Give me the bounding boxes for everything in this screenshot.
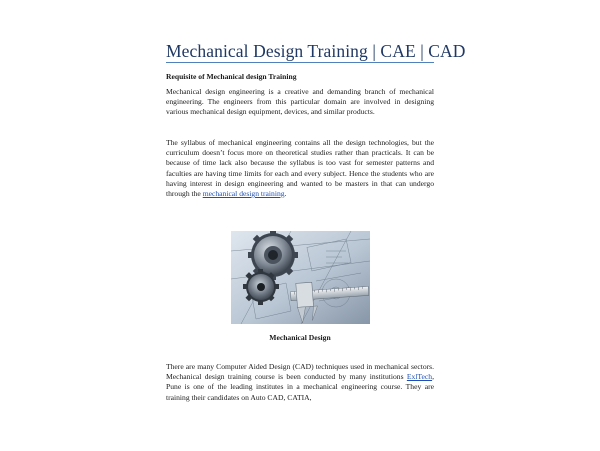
title-underline bbox=[166, 62, 434, 63]
paragraph-cad bbox=[166, 362, 434, 403]
paragraph-cad-end: , Pune is one of the leading institutes in a mechanical engineering course. They are training their candidates on Auto CAD, CATIA, bbox=[166, 372, 434, 402]
paragraph-syllabus-text: The syllabus of mechanical engineering contains all the design technologies, but the curriculum doesn’t focus more on theoretical studies rather than practicals. It can be because of time lack also because the syllabus is too vast for semester patterns and faculties are having time limits for each and every subject. Hence the students who are having interest in design engineering and wanted to be masters in that can undergo through the bbox=[166, 138, 434, 199]
paragraph-syllabus bbox=[166, 138, 434, 199]
paragraph-cad-text: There are many Computer Aided Design (CAD) techniques used in mechanical sectors. Mechanical design training course is been conducted by many institutions bbox=[166, 362, 434, 382]
paragraph-intro: Mechanical design engineering is a creative and demanding branch of mechanical engineering. The engineers from this particular domain are involved in designing various mechanical design equipment, devices, and similar products. bbox=[166, 87, 434, 117]
section-heading: Requisite of Mechanical design Training bbox=[166, 72, 297, 81]
mechanical-design-training-link[interactable]: mechanical design training bbox=[202, 189, 285, 199]
figure-caption: Mechanical Design bbox=[269, 333, 331, 342]
paragraph-syllabus-end: . bbox=[284, 189, 287, 199]
exltech-link[interactable]: ExlTech bbox=[406, 372, 433, 382]
page-title: Mechanical Design Training | CAE | CAD bbox=[166, 41, 466, 61]
mechanical-design-image bbox=[231, 231, 370, 324]
